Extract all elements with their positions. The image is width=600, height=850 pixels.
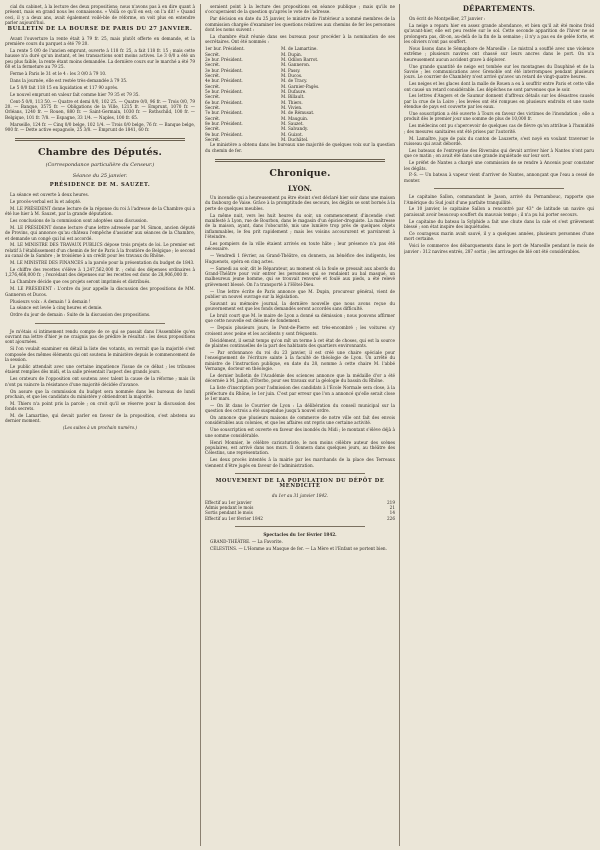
column-rule-right (399, 4, 400, 846)
paragraph: M. LE MINISTRE DES TRAVAUX PUBLICS dépose trois projets de loi. Le premier est relatif à l'établissement d'un chemin de fer de Paris à la frontière de Belgique ; le second au canal de la Sambre ; le troisième à un crédit pour les travaux du Rhône. (5, 242, 195, 259)
paragraph: La liste d'inscription pour l'admission des candidats à l'École Normale sera close, à la préfecture du Rhône, le 1er juin. C'est par erreur que l'on a annoncé qu'elle serait close le 1er mars. (205, 385, 395, 401)
paragraph: Les neiges et les glaces dont la malle de Rouen a eu à souffrir entre Paris et cette ville ont causé un retard considérable. Les dépêches ne sont parvenues que le soir. (404, 81, 594, 92)
paragraph: Le 5 0/0 fait 118 15 en liquidation et 117 90 après. (10, 84, 119, 90)
paragraph: On assure que la commission du budget sera nommée dans les bureaux de lundi prochain, et que les candidats du ministère y obtiendront la majorité. (5, 388, 195, 399)
spectacles-title: Spectacles du 1er février 1842. (263, 531, 337, 537)
col1-bottom-paragraphs (5, 192, 195, 431)
presidency-line: PRÉSIDENCE DE M. SAUZET. (49, 182, 151, 189)
population-stats-title: MOUVEMENT DE LA POPULATION DU DÉPÔT DE MENDICITÉ (215, 477, 385, 490)
paragraph: Voici le commerce des débarquements dans le port de Marseille pendant le mois de janvier : 312 navires entrés, 287 sortis ; les arrivages de blé ont été considérables. (404, 243, 594, 254)
bureau-row-cell: M. Mauguin. (281, 115, 309, 121)
stats-row-cell: 226 (387, 515, 395, 521)
bureaux-list (205, 46, 395, 142)
paragraph: Les médecins ont pu s'apercevoir de quelques cas de fièvre qu'on attribue à l'humidité ; des mesures sanitaires ont été prises par l'autorité. (404, 123, 594, 134)
paragraph: Les lettres d'Angers et de Saumur donnent d'affreux détails sur les désastres causés par la crue de la Loire ; les levées ont été rompues en plusieurs endroits et une vaste étendue de pays est couverte par les eaux. (404, 93, 594, 110)
paragraph: Une souscription a été ouverte à Tours en faveur des victimes de l'inondation ; elle a produit dès le premier jour une somme de plus de 10,000 fr. (404, 111, 594, 122)
paragraph: La rente 5 0/0 de l'ancien emprunt, ouverte à 118 fr. 25, a fait 118 fr. 15 ; mais cette hausse n'a duré qu'un instant, et les transactions sont moins actives. Le 3 0/0 a été un peu plus faible, la rente étant moins demandée. La dernière cours sur le marché a été 79 60 et la fermeture au 79 25. (5, 48, 195, 70)
city-heading-lyon: LYON. (288, 184, 312, 194)
bureau-row-cell: M. Guizot. (281, 131, 304, 137)
paragraph: Les conclusions de la commission sont adoptées sans discussion. (10, 217, 148, 223)
bureau-row-cell: M. Odilon Barrot. (281, 56, 319, 62)
column-rule-left (200, 4, 201, 846)
paragraph: — Samedi au soir, dit le Réparateur, au moment où la foule se pressait aux abords du Grand-Théâtre pour voir entrer les personnes qui se rendaient au bal masqué, un malheureux jeune homme, qui se trouvait renversé et foulé aux pieds, a été relevé grièvement blessé. On l'a transporté à l'Hôtel-Dieu. (205, 265, 395, 287)
paragraph: cial du cabinet, à la lecture des deux propositions; nous n'avons pas à en dire quant à présent, mais en grand nous les connaissons. « Voilà ce qu'il en est; on l'a dit! » Quand ceci, il y a deux ans, avait également voilé-ble de réforme, on voit plus en entendre parler aujourd'hui. (5, 4, 195, 26)
paragraph: La chambre était réunie dans ses bureaux pour procéder à la nomination de ses secrétaires. Ont été nommés : (205, 33, 395, 45)
bureau-row-cell: 7e bur. Président. (205, 110, 243, 116)
bureau-row-cell: M. Garnier-Pagès. (281, 83, 320, 89)
stats-row-cell: Admis pendant le mois (205, 504, 254, 510)
bureau-row-cell: Secrét. (205, 83, 221, 89)
bureau-row-cell: 1er bur. Président. (205, 46, 245, 52)
bureau-row-cell: 3e bur. Président. (205, 67, 243, 73)
stats-row-cell: 21 (389, 504, 395, 510)
paragraph: Le bruit court que M. le maire de Lyon a donné sa démission ; nous pouvons affirmer que cette nouvelle est dénuée de fondement. (205, 313, 395, 324)
bureau-row-cell: M. Passy. (281, 67, 301, 73)
stats-row (205, 516, 395, 521)
paragraph: seraient point à la lecture des propositions en séance publique ; mais qu'ils ne s'occuperaient de la question qu'après le vote de l'adresse. (205, 4, 395, 15)
paragraph-divider (35, 323, 165, 324)
column-1 (5, 4, 195, 846)
paragraph: Le public attendait avec une certaine impatience l'issue de ce débat ; les tribunes étaient remplies dès midi, et la salle présentait l'aspect des grands jours. (5, 363, 195, 375)
paragraph: Une souscription est ouverte en faveur des inondés du Midi ; le montant s'élève déjà à une somme considérable. (205, 427, 395, 438)
paragraph: M. Lamaître, juge de paix du canton de Lauzerte, s'est noyé en voulant traverser le ruisseau qui avait débordé. (404, 135, 594, 146)
session-date: Séance du 25 janvier. (72, 172, 128, 179)
section-heading-chambre: Chambre des Députés. (38, 147, 162, 159)
bureau-row-cell: M. Duchâtel. (281, 137, 309, 143)
paragraph: M. LE PRÉSIDENT : L'ordre du jour appelle la discussion des propositions de MM. Ganneron et Ducos. (5, 286, 195, 297)
paragraph: On annonce que plusieurs maisons de commerce de notre ville ont fait des envois considérables aux colonies, et que les affaires ont repris une certaine activité. (205, 415, 395, 426)
paragraph: La même nuit, vers les huit heures du soir, un commencement d'incendie s'est manifesté à Lyon, rue de Bourbon, dans le magasin d'un épicier-droguiste. La maîtresse de la maison, ayant, dans l'obscurité, mis une lumière trop près de quelques objets inflammables, le feu prit rapidement ; mais les voisins accoururent et parvinrent à l'éteindre. (205, 212, 395, 240)
bureau-row-cell: 8e bur. Président. (205, 121, 243, 126)
paragraph: Si l'on voulait examiner en détail la liste des votants, on verrait que la majorité s'est composée des mêmes éléments qui ont soutenu le ministère depuis le commencement de la session. (5, 346, 195, 363)
paragraph: — On lit dans le Courrier de Lyon : La délibération du conseil municipal sur la question des octrois a été suspendue jusqu'à nouvel ordre. (205, 402, 395, 414)
bureau-row-cell: M. Salvandy. (281, 126, 309, 132)
paragraph: M. LE MINISTRE DES FINANCES a la parole pour la présentation du budget de 1843. (10, 260, 195, 266)
spectacle-entry: CÉLESTINS. — L'Homme au Masque de fer. — La Mère et l'Enfant se portent bien. (210, 546, 387, 552)
bureau-row-cell: M. Dufaure. (281, 88, 307, 94)
stats-row-cell: Effectif au 1er février 1842 (205, 515, 263, 521)
section-divider (215, 159, 385, 162)
bureau-row-cell: Secrét. (205, 62, 221, 68)
col2-bottom-paragraphs (205, 195, 395, 468)
paragraph: Les bateaux de l'entreprise des Riverains qui devait arriver hier à Nantes n'ont paru que ce matin ; on avait été dans une grande inquiétude sur leur sort. (404, 147, 594, 159)
stats-row-cell: 14 (389, 510, 395, 516)
paragraph: Le procès-verbal est lu et adopté. (10, 198, 82, 204)
paragraph: Henri Monnier, le célèbre caricaturiste, le non moins célèbre auteur des scènes populaires, est arrivé dans nos murs. Il donnera dans quelques jours, au théâtre des Célestins, une représentation. (205, 439, 395, 456)
bureau-row-cell: Secrét. (205, 126, 221, 132)
paragraph: Le chiffre des recettes s'élève à 1,247,562,000 fr. ; celui des dépenses ordinaires à 1,276,468,000 fr. ; l'excédant des dépenses sur les recettes est donc de 28,906,000 fr. (5, 267, 195, 278)
paragraph: — Vendredi 1 février, au Grand-Théâtre, on donnera, au bénéfice des indigents, les Huguenots, opéra en cinq actes. (205, 253, 395, 264)
bureau-row-cell: M. Vivien. (281, 104, 303, 110)
bureau-row-cell: M. Billault. (281, 94, 305, 100)
section-divider (15, 138, 185, 141)
paragraph: Plusieurs voix : A demain ! à demain ! (10, 298, 91, 304)
paragraph: — Depuis plusieurs jours, le Pont-de-Pierre est très-encombré ; les voitures s'y croisent avec peine et les accidents y sont fréquents. (205, 325, 395, 336)
bureau-row-cell: 5e bur. Président. (205, 88, 243, 94)
paragraph: Avant l'ouverture la rente était à 79 fr. 25, mais plutôt offerte en demande, et la première cours du parquet a été 79 20. (5, 35, 195, 47)
paragraph: M. de Lamartine, qui devait parler en faveur de la proposition, s'est abstenu au dernier moment. (5, 413, 195, 424)
section-divider (235, 526, 365, 527)
paragraph: La Chambre décide que ces projets seront imprimés et distribués. (10, 279, 151, 285)
bureau-row-cell: Secrét. (205, 137, 221, 143)
paragraph: Le capitaine du bateau la Sylphide a fait une chute dans la cale et s'est grièvement blessé ; son état inspire des inquiétudes. (404, 218, 594, 230)
continued-note: (Les suites à un prochain numéro.) (62, 425, 138, 431)
paragraph: On écrit de Montpellier, 27 janvier : (409, 16, 486, 21)
section-heading-departements: DÉPARTEMENTS. (462, 4, 536, 13)
column-2 (205, 4, 395, 846)
bureau-row-cell: M. Sauzet. (281, 121, 304, 126)
bourse-bulletin-title: BULLETIN DE LA BOURSE DE PARIS DU 27 JANVIER. (7, 26, 193, 33)
paragraph: Les deux procès intentés à la mairie par les marchands de la place des Terreaux viennent d'être jugés en faveur de l'administration. (205, 457, 395, 468)
paragraph: Le ministère a obtenu dans les bureaux une majorité de quelques voix sur la question du chemin de fer. (205, 142, 395, 153)
paragraph: Par décision en date du 25 janvier, le ministre de l'intérieur a nommé membres de la commission chargée d'examiner les questions relatives aux chemins de fer les personnes dont les noms suivent : (205, 16, 395, 32)
col1-top-paragraphs (5, 4, 195, 132)
bureau-row-cell: Secrét. (205, 94, 221, 100)
bureau-row-cell: 6e bur. Président. (205, 99, 243, 105)
paragraph: — Une lettre écrite de Paris annonce que M. Dupin, procureur général, vient de publier un nouvel ouvrage sur la législation. (205, 288, 395, 299)
paragraph: Nous lisons dans le Sémaphore de Marseille : Le mistral a soufflé avec une violence extrême ; plusieurs navires ont chassé sur leurs ancres dans le port. On n'a heureusement aucun accident grave à déplorer. (404, 45, 594, 62)
bureau-row-cell: M. Dupin. (281, 51, 303, 57)
section-heading-chronique: Chronique. (269, 168, 331, 180)
paragraph: M. LE PRÉSIDENT donne lecture d'une lettre adressée par M. Simon, ancien député de Provins, qui annonce qu'au château l'empêche d'assister aux séances de la Chambre, et demande un congé qui lui est accordé. (5, 224, 195, 241)
paragraph: La séance est ouverte à deux heures. (10, 191, 89, 197)
paragraph: Le 10 janvier, le capitaine Sallon a rencontré par 43° de latitude un navire qui paraissait avoir beaucoup souffert du mauvais temps ; il n'a pu lui porter secours. (404, 206, 594, 217)
paragraph: Une grande quantité de neige est tombée sur les montagnes du Dauphiné et de la Savoie ; les communications avec Grenoble ont été interrompues pendant plusieurs jours. Le courrier de Chambéry n'est arrivé qu'avec un retard de vingt-quatre heures. (404, 63, 594, 80)
paragraph-divider (434, 188, 564, 189)
stats-row-cell: Sortis pendant le mois (205, 510, 253, 516)
paragraph: Décidément, il serait temps qu'on mît un terme à cet état de choses, qui est la source de plaintes continuelles de la part des habitants des quartiers environnants. (205, 337, 395, 348)
column-3 (404, 4, 594, 846)
paragraph: Sauvant au mémoire journal, la dernière nouvelle que nous avons reçue du gouvernement est que les fonds demandés seront accordés sans difficulté. (205, 300, 395, 312)
paragraph: Le nouvel emprunt en valeur fait comme hier 79 35 et 79 35. (10, 91, 140, 97)
paragraph: Ce courageux marin avait sauvé, il y a quelques années, plusieurs personnes d'une mort certaine. (404, 231, 594, 242)
bureau-row-cell: 9e bur. Président. (205, 131, 243, 137)
bureau-row-cell: M. Thiers. (281, 99, 303, 105)
bureau-row-cell: Secrét. (205, 104, 221, 110)
bureau-row-cell: M. de Tracy. (281, 78, 308, 84)
bureau-row-cell: Secrét. (205, 115, 221, 121)
bureau-row-cell: M. Ducos. (281, 72, 303, 78)
paragraph: M. LE PRÉSIDENT donne lecture de la réponse du roi à l'adresse de la Chambre qui a été lue hier à M. Sauzet, par la grande députation. (5, 205, 195, 216)
paragraph: La séance est levée à cinq heures et demie. (10, 305, 103, 311)
paragraph: — Par ordonnance du roi du 23 janvier, il est créé une chaire spéciale pour l'enseignement de l'écriture sainte à la faculté de théologie de Lyon. Un arrêté du ministre de l'instruction publique, en date du 28, nomme à cette chaire M. l'abbé Vernange, docteur en théologie. (205, 349, 395, 371)
paragraph: Un incendie qui a heureusement pu être éteint s'est déclaré hier soir dans une maison du faubourg de Vaise. Grâce à la promptitude des secours, les dégâts se sont bornés à la perte de quelques meubles. (205, 195, 395, 211)
stats-row-cell: Effectif au 1er janvier (205, 499, 252, 505)
paragraph: Ordre du jour de demain : Suite de la discussion des propositions. (10, 312, 151, 318)
paragraph: M. Thiers n'a point pris la parole ; on croit qu'il se réserve pour la discussion des fonds secrets. (5, 400, 195, 412)
bureau-row-cell: 4e bur. Président. (205, 78, 243, 84)
population-stats-table (205, 500, 395, 521)
paragraph: Les orateurs de l'opposition ont soutenu avec talent la cause de la réforme ; mais ils n'ont pu vaincre la résistance d'une majorité décidée d'avance. (5, 376, 195, 387)
paragraph: La neige a reparu hier en assez grande abondance, et bien qu'il ait été moins froid qu'avant-hier, elle est peu restée sur le sol. Cette seconde apparition de l'hiver ne se prolongera pas, dit-on, au-delà de la fin de la semaine ; il n'y a pas eu de gelée forte, et les oliviers n'ont pas souffert. (404, 22, 594, 44)
paragraph: P.-S. — Un bateau à vapeur vient d'arriver de Nantes, annonçant que l'eau a cessé de monter. (404, 172, 594, 183)
bureau-row-cell: M. Ganneron. (281, 62, 311, 68)
paragraph: Les pompiers de la ville étaient arrivés en toute hâte ; leur présence n'a pas été nécessaire. (205, 241, 395, 252)
paragraph: Ferme à Paris le 31 et le 4 : les 3 0/0 à 79 10. (10, 70, 107, 76)
bureau-row-cell: Secrét. (205, 72, 221, 78)
paragraph: Le dernier bulletin de l'Académie des sciences annonce que la médaille d'or a été décernée à M. Janin, d'Eterbo, pour ses travaux sur la géologie du bassin du Rhône. (205, 372, 395, 384)
paragraph: Le capitaine Sallon, commandant le Jason, arrivé du Pernambouc, rapporte que l'Amérique du Sud jouit d'une parfaite tranquillité. (404, 194, 594, 205)
correspondence-note: (Correspondance particulière du Censeur.) (45, 162, 155, 169)
bureau-row-cell: Secrét. (205, 51, 221, 57)
stats-row-cell: 219 (387, 499, 395, 505)
bureau-row-cell: 2e bur. Président. (205, 56, 243, 62)
paragraph: Je m'étais si intimement rendu compte de ce qui se passait dans l'Assemblée qu'en ouvrant ma lettre d'hier je ne craignis pas de prédire le résultat : les deux propositions sont ajournées. (5, 328, 195, 345)
section-divider (235, 473, 365, 474)
paragraph: Dans la journée, elle est restée très-demandée à 79 35. (10, 77, 128, 83)
paragraph: Le préfet de Nantes a chargé une commission de se rendre à Ancenis pour constater les dégâts. (404, 160, 594, 171)
spectacle-entry: GRAND-THÉÂTRE. — La Favorite. (210, 539, 283, 545)
population-stats-period: du 1er au 31 janvier 1842. (271, 492, 329, 498)
paragraph: Cent-5 0/0, 113 50. — Quatre et demi 0/0, 102 25. — Quatre 0/0, 96 fr. — Trois 0/0, 79 20. — Banque, 3575 fr. — Obligations de la Ville, 1215 fr. — Emprunt, 1070 fr. — Orléans, 1240 fr. — Rouen, 880 fr. — Saint-Germain, 1030 fr. — Rothschild, 100 fr. — Belgique, 101 fr. 7/8. — Espagne, 33 1/4. — Naples, 100 fr. 65. (5, 98, 195, 120)
bureau-row-cell: M. de Lamartine. (281, 46, 318, 52)
col3-paragraphs (404, 16, 594, 254)
paragraph: Marseille, 124 fr. — Cinq 0/0 belge, 102 1/4. — Trois 0/0 belge, 76 fr. — Banque belge, 900 fr. — Dette active espagnole, 25 3/8. — Emprunt de 1841, 60 fr. (5, 121, 195, 133)
bureau-row-cell: M. de Rémusat. (281, 110, 315, 116)
